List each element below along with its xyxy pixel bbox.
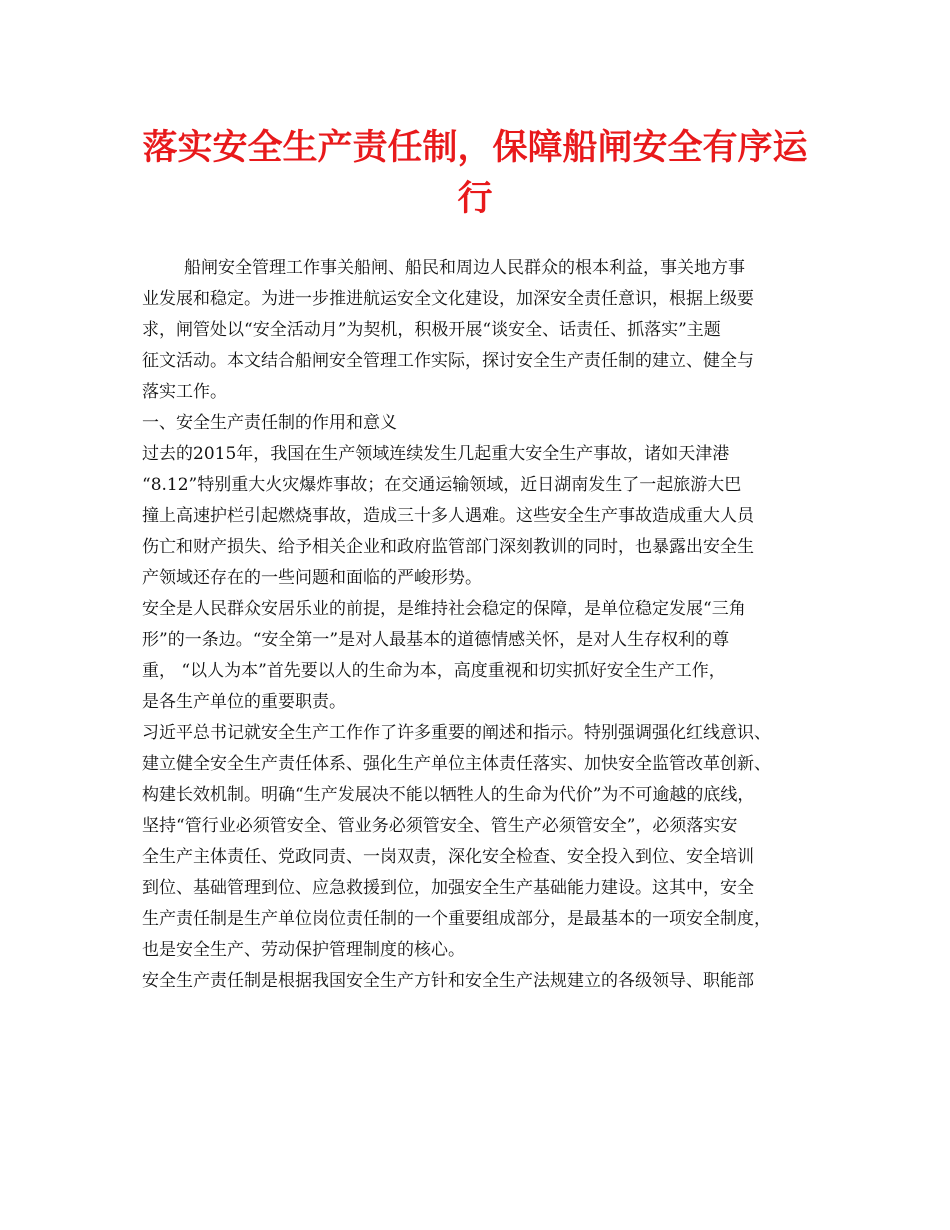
paragraph-line: 征文活动。本文结合船闸安全管理工作实际，探讨安全生产责任制的建立、健全与 [142, 351, 754, 371]
paragraph-line: 习近平总书记就安全生产工作作了许多重要的阐述和指示。特别强调强化红线意识、 [142, 723, 771, 743]
paragraph-line: 求，闸管处以“安全活动月”为契机，积极开展“谈安全、话责任、抓落实”主题 [142, 320, 721, 340]
paragraph-line: 到位、基础管理到位、应急救援到位，加强安全生产基础能力建设。这其中，安全 [142, 878, 754, 898]
paragraph-line: 船闸安全管理工作事关船闸、船民和周边人民群众的根本利益，事关地方事 [184, 258, 745, 278]
paragraph-line: 构建长效机制。明确“生产发展决不能以牺牲人的生命为代价”为不可逾越的底线， [142, 785, 755, 805]
page-title [120, 122, 830, 224]
paragraph-line: 业发展和稳定。为进一步推进航运安全文化建设，加深安全责任意识，根据上级要 [142, 289, 754, 309]
paragraph-line: 过去的2015年，我国在生产领域连续发生几起重大安全生产事故，诸如天津港 [142, 444, 730, 464]
title-line: 行 [457, 178, 493, 219]
paragraph-line: 重， “以人为本”首先要以人的生命为本，高度重视和切实抓好安全生产工作， [142, 661, 726, 681]
paragraph-line: 是各生产单位的重要职责。 [142, 692, 346, 712]
paragraph-line: “8.12”特别重大火灾爆炸事故；在交通运输领域，近日湖南发生了一起旅游大巴 [142, 475, 742, 495]
paragraph-line: 全生产主体责任、党政同责、一岗双责，深化安全检查、安全投入到位、安全培训 [142, 847, 754, 867]
paragraph-line: 落实工作。 [142, 382, 227, 402]
title-line: 落实安全生产责任制，保障船闸安全有序运 [142, 127, 808, 168]
paragraph-line: 撞上高速护栏引起燃烧事故，造成三十多人遇难。这些安全生产事故造成重大人员 [142, 506, 754, 526]
paragraph-line: 形”的一条边。“安全第一”是对人最基本的道德情感关怀，是对人生存权利的尊 [142, 630, 730, 650]
paragraph-line: 安全生产责任制是根据我国安全生产方针和安全生产法规建立的各级领导、职能部 [142, 971, 754, 991]
document-body [142, 253, 824, 997]
paragraph-line: 安全是人民群众安居乐业的前提，是维持社会稳定的保障，是单位稳定发展“三角 [142, 599, 746, 619]
paragraph-line: 建立健全安全生产责任体系、强化生产单位主体责任落实、加快安全监管改革创新、 [142, 754, 771, 774]
paragraph-line: 伤亡和财产损失、给予相关企业和政府监管部门深刻教训的同时，也暴露出安全生 [142, 537, 754, 557]
paragraph-line: 坚持“管行业必须管安全、管业务必须管安全、管生产必须管安全”，必须落实安 [142, 816, 738, 836]
section-heading: 一、安全生产责任制的作用和意义 [142, 413, 397, 433]
paragraph-line: 生产责任制是生产单位岗位责任制的一个重要组成部分，是最基本的一项安全制度， [142, 909, 771, 929]
paragraph-line: 产领域还存在的一些问题和面临的严峻形势。 [142, 568, 482, 588]
paragraph-line: 也是安全生产、劳动保护管理制度的核心。 [142, 940, 465, 960]
